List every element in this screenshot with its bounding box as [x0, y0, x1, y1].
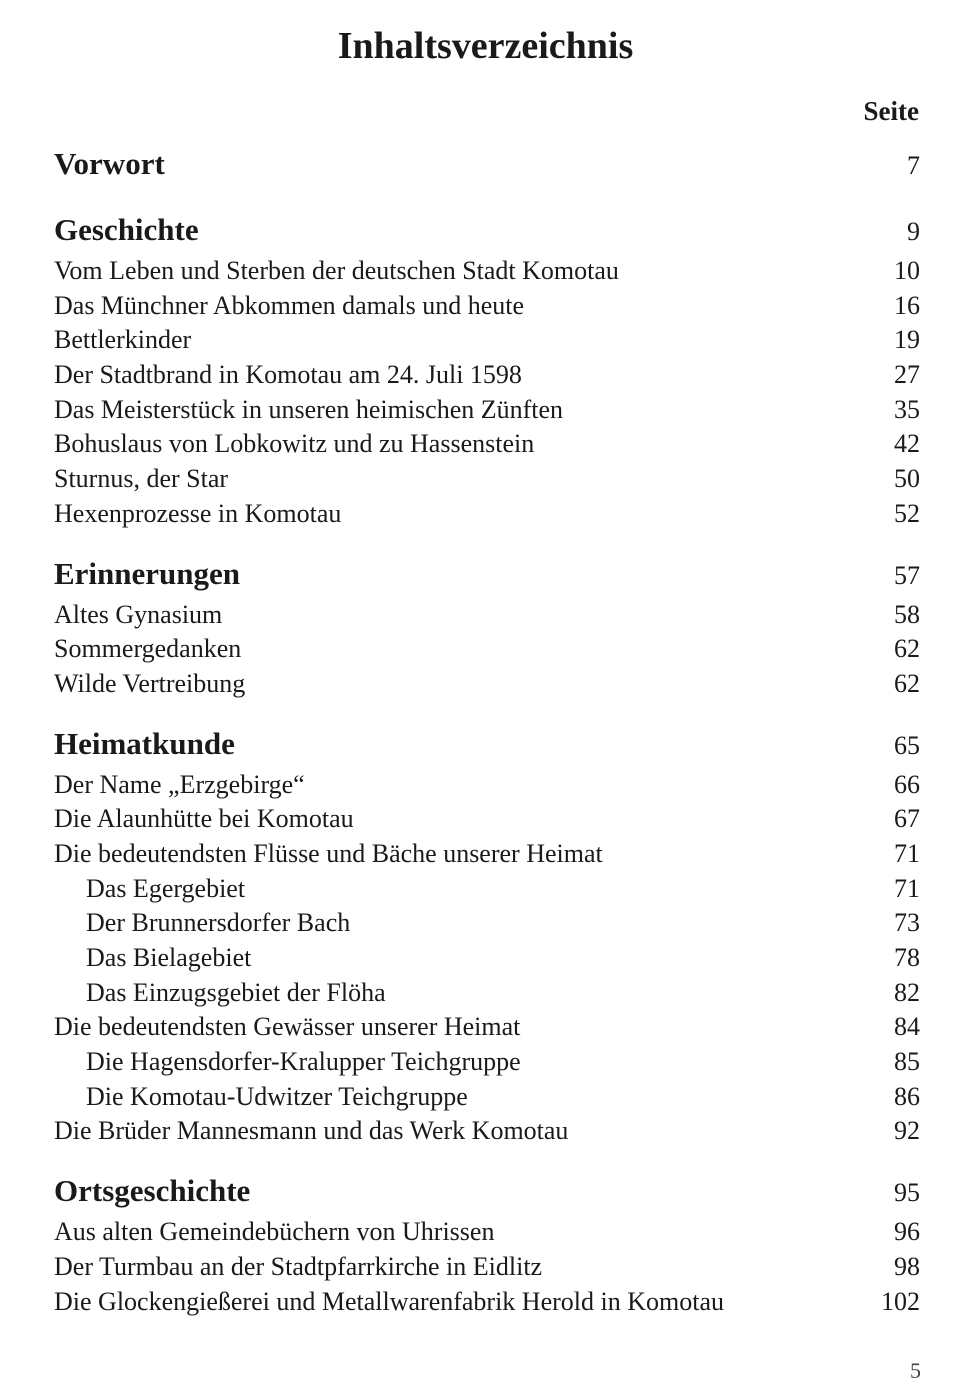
entry-title: Die Hagensdorfer-Kralupper Teichgruppe — [86, 1047, 521, 1077]
toc-entry — [54, 1215, 920, 1250]
entry-title: Die bedeutendsten Flüsse und Bäche unserer Heimat — [54, 838, 603, 868]
section-title: Ortsgeschichte — [54, 1173, 251, 1209]
entry-page-number: 98 — [894, 1251, 920, 1281]
toc-entry — [54, 393, 920, 428]
entry-title: Das Bielagebiet — [86, 943, 252, 972]
entry-title: Das Meisterstück in unseren heimischen Zünften — [54, 394, 564, 424]
toc-section-heading — [54, 140, 920, 188]
entry-page-number: 19 — [894, 325, 920, 355]
entry-page-number: 86 — [894, 1081, 920, 1111]
toc-subentry — [54, 872, 920, 907]
entry-page-number: 52 — [894, 498, 920, 528]
entry-title: Bettlerkinder — [54, 325, 192, 355]
entry-title: Das Münchner Abkommen damals und heute — [54, 290, 525, 320]
entry-title: Hexenprozesse in Komotau — [54, 498, 342, 528]
entry-page-number: 92 — [894, 1116, 920, 1146]
section-title: Vorwort — [54, 146, 165, 181]
entry-page-number: 96 — [894, 1217, 920, 1247]
entry-page-number: 82 — [894, 977, 920, 1007]
entry-title: Die Komotau-Udwitzer Teichgruppe — [86, 1081, 468, 1111]
toc-section-heading — [54, 1167, 920, 1215]
entry-title: Altes Gynasium — [54, 599, 223, 629]
toc-section-heading — [54, 206, 920, 254]
toc-entry — [54, 1285, 920, 1320]
entry-page-number: 102 — [881, 1286, 920, 1316]
toc-section — [54, 720, 920, 1150]
toc-entry — [54, 497, 920, 532]
toc-entry — [54, 598, 920, 633]
section-page-number: 95 — [894, 1178, 920, 1208]
section-page-number: 9 — [907, 217, 920, 246]
section-title: Heimatkunde — [54, 725, 235, 761]
entry-title: Sturnus, der Star — [54, 464, 229, 494]
entry-page-number: 66 — [894, 769, 920, 799]
toc-entry — [54, 254, 920, 289]
toc-subentry — [54, 1045, 920, 1080]
toc-subentry — [54, 941, 920, 976]
entry-page-number: 58 — [894, 599, 920, 629]
entry-title: Der Stadtbrand in Komotau am 24. Juli 1598 — [54, 360, 522, 390]
entry-page-number: 27 — [894, 360, 920, 390]
section-title: Geschichte — [54, 212, 199, 247]
toc-section-heading — [54, 720, 920, 768]
section-page-number: 7 — [907, 151, 920, 180]
toc-section — [54, 140, 920, 188]
entry-page-number: 62 — [894, 634, 920, 664]
entry-title: Die Glockengießerei und Metallwarenfabrik Herold in Komotau — [54, 1286, 724, 1316]
entry-title: Die Brüder Mannesmann und das Werk Komotau — [54, 1116, 569, 1146]
toc-subentry — [54, 976, 920, 1011]
entry-page-number: 85 — [894, 1047, 920, 1077]
entry-page-number: 71 — [894, 873, 920, 903]
toc-entry — [54, 837, 920, 872]
entry-title: Der Turmbau an der Stadtpfarrkirche in Eidlitz — [54, 1251, 543, 1281]
section-title: Erinnerungen — [54, 555, 241, 591]
entry-page-number: 10 — [894, 256, 920, 285]
section-page-number: 65 — [894, 730, 920, 760]
entry-title: Die Alaunhütte bei Komotau — [54, 804, 354, 834]
entry-page-number: 67 — [894, 804, 920, 834]
toc-entry — [54, 462, 920, 497]
toc-entry — [54, 667, 920, 702]
entry-page-number: 50 — [894, 464, 920, 494]
toc-section — [54, 550, 920, 702]
entry-title: Der Brunnersdorfer Bach — [86, 908, 351, 938]
toc-entry — [54, 427, 920, 462]
toc-subentry — [54, 1080, 920, 1115]
entry-title: Der Name „Erzgebirge“ — [54, 769, 305, 799]
toc-section-heading — [54, 550, 920, 598]
entry-page-number: 78 — [894, 943, 920, 972]
toc-entry — [54, 1250, 920, 1285]
toc-entry — [54, 632, 920, 667]
toc-entry — [54, 1010, 920, 1045]
toc-entry — [54, 768, 920, 803]
toc-entry — [54, 1114, 920, 1149]
entry-title: Aus alten Gemeindebüchern von Uhrissen — [54, 1217, 495, 1247]
entry-title: Sommergedanken — [54, 634, 242, 664]
entry-title: Das Egergebiet — [86, 873, 246, 903]
entry-page-number: 35 — [894, 394, 920, 424]
page-column-header: Seite — [863, 96, 919, 126]
toc-entry — [54, 323, 920, 358]
entry-page-number: 84 — [894, 1012, 920, 1042]
page-number: 5 — [910, 1358, 921, 1383]
entry-page-number: 73 — [894, 908, 920, 938]
entry-page-number: 62 — [894, 668, 920, 698]
toc-entry — [54, 289, 920, 324]
entry-page-number: 42 — [894, 429, 920, 459]
toc-subentry — [54, 906, 920, 941]
entry-title: Die bedeutendsten Gewässer unserer Heimat — [54, 1012, 521, 1042]
section-page-number: 57 — [894, 560, 920, 590]
entry-page-number: 71 — [894, 838, 920, 868]
toc-section — [54, 1167, 920, 1319]
page-title: Inhaltsverzeichnis — [337, 25, 634, 67]
entry-page-number: 16 — [894, 290, 920, 320]
toc-entry — [54, 358, 920, 393]
toc-entry — [54, 802, 920, 837]
toc-section — [54, 206, 920, 532]
entry-title: Wilde Vertreibung — [54, 668, 246, 698]
entry-title: Vom Leben und Sterben der deutschen Stadt Komotau — [54, 256, 619, 285]
table-of-contents — [54, 140, 920, 1337]
entry-title: Das Einzugsgebiet der Flöha — [86, 977, 386, 1007]
entry-title: Bohuslaus von Lobkowitz und zu Hassenstein — [54, 429, 535, 459]
